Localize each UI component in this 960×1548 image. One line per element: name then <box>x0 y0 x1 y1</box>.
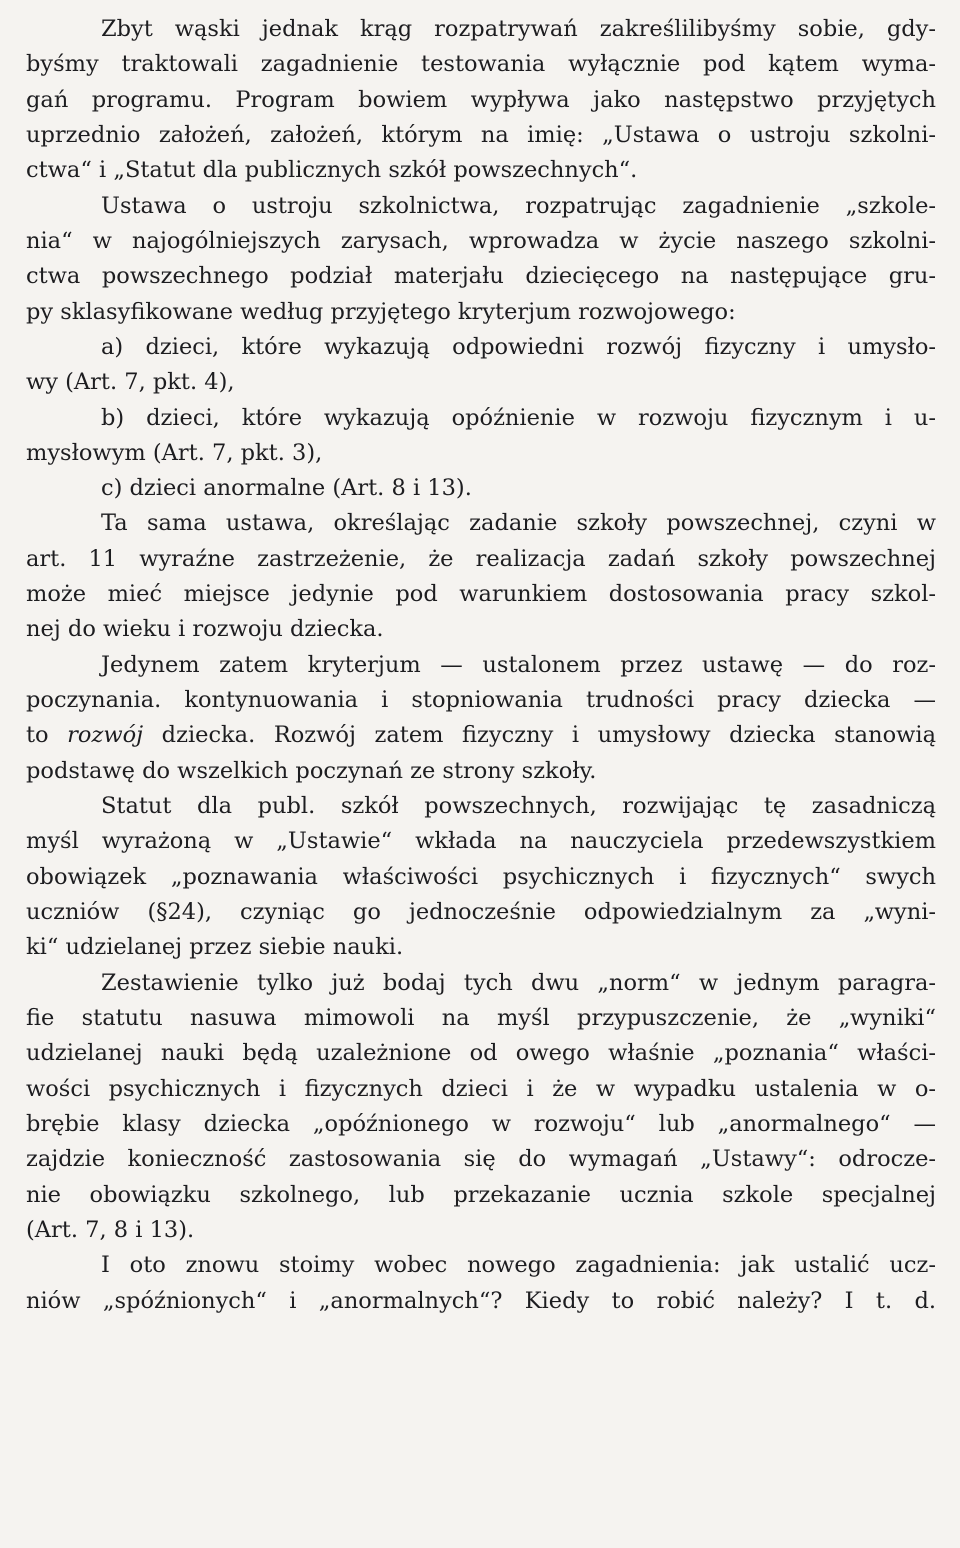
text-line: Ta sama ustawa, określając zadanie szkoły powszechnej, czyni w <box>101 510 936 537</box>
text-line: wy (Art. 7, pkt. 4), <box>26 369 235 396</box>
text-line: nie obowiązku szkolnego, lub przekazanie ucznia szkole specjalnej <box>26 1181 936 1208</box>
text-line: ki“ udzielanej przez siebie nauki. <box>26 934 404 961</box>
text-line: obowiązek „poznawania właściwości psychicznych i fizycznych“ swych <box>26 863 936 890</box>
text-line: Zbyt wąski jednak krąg rozpatrywań zakreślilibyśmy sobie, gdy- <box>101 16 936 42</box>
text-line: poczynania. kontynuowania i stopniowania trudności pracy dziecka — <box>26 687 936 714</box>
text-line: Jedynem zatem kryterjum — ustalonem przez ustawę — do roz- <box>101 651 936 678</box>
text-line: zajdzie konieczność zastosowania się do wymagań „Ustawy“: odrocze- <box>26 1146 936 1173</box>
text-line: ctwa powszechnego podział materjału dziecięcego na następujące gru- <box>26 263 936 290</box>
text-line: byśmy traktowali zagadnienie testowania wyłącznie pod kątem wyma- <box>26 51 936 78</box>
italic-emphasis: rozwój <box>67 722 144 749</box>
text-line: art. 11 wyraźne zastrzeżenie, że realizacja zadań szkoły powszechnej <box>26 545 936 572</box>
text-line: (Art. 7, 8 i 13). <box>26 1216 195 1243</box>
text-line: wości psychicznych i fizycznych dzieci i że w wypadku ustalenia w o- <box>26 1075 936 1102</box>
text-line: c) dzieci anormalne (Art. 8 i 13). <box>101 475 472 502</box>
text-line: nej do wieku i rozwoju dziecka. <box>26 616 384 643</box>
text-line: myśl wyrażoną w „Ustawie“ wkłada na nauczyciela przedewszystkiem <box>26 828 936 855</box>
text-line: I oto znowu stoimy wobec nowego zagadnienia: jak ustalić ucz- <box>101 1252 936 1279</box>
text-line: może mieć miejsce jedynie pod warunkiem dostosowania pracy szkol- <box>26 581 936 608</box>
text-line: niów „spóźnionych“ i „anormalnych“? Kiedy to robić należy? I t. d. <box>26 1287 936 1314</box>
text-line: gań programu. Program bowiem wypływa jako następstwo przyjętych <box>26 86 936 113</box>
text-line: brębie klasy dziecka „opóźnionego w rozwoju“ lub „anormalnego“ — <box>26 1110 936 1137</box>
text-line: a) dzieci, które wykazują odpowiedni rozwój fizyczny i umysło- <box>101 333 936 360</box>
text-line: uprzednio założeń, założeń, którym na imię: „Ustawa o ustroju szkolni- <box>26 121 936 148</box>
text-line: nia“ w najogólniejszych zarysach, wprowadza w życie naszego szkolni- <box>26 227 936 254</box>
text-line: b) dzieci, które wykazują opóźnienie w rozwoju fizycznym i u- <box>101 404 936 431</box>
text-line: fie statutu nasuwa mimowoli na myśl przypuszczenie, że „wyniki“ <box>26 1004 936 1031</box>
text-line: udzielanej nauki będą uzależnione od owego właśnie „poznania“ właści- <box>26 1040 936 1067</box>
text-line: ctwa“ i „Statut dla publicznych szkół powszechnych“. <box>26 157 638 184</box>
text-line: Statut dla publ. szkół powszechnych, rozwijając tę zasadniczą <box>101 793 936 820</box>
text-line: py sklasyfikowane według przyjętego kryterjum rozwojowego: <box>26 298 736 325</box>
text-line: podstawę do wszelkich poczynań ze strony szkoły. <box>26 757 597 784</box>
text-line: to rozwój dziecka. Rozwój zatem fizyczny i umysłowy dziecka stanowią <box>26 722 936 749</box>
text-line: mysłowym (Art. 7, pkt. 3), <box>26 439 323 466</box>
text-line: uczniów (§24), czyniąc go jednocześnie odpowiedzialnym za „wyni- <box>26 899 936 925</box>
text-line: Ustawa o ustroju szkolnictwa, rozpatrując zagadnienie „szkole- <box>101 192 936 219</box>
text-line: Zestawienie tylko już bodaj tych dwu „norm“ w jednym paragra- <box>101 969 936 996</box>
